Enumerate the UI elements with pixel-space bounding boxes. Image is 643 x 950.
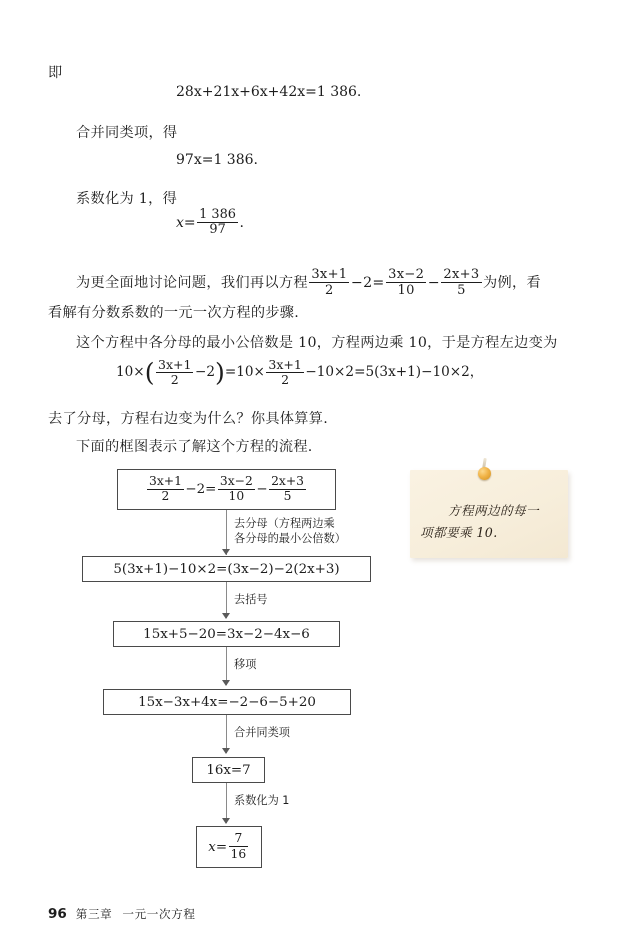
- line-normalize-coefficient: 系数化为 1，得: [76, 191, 178, 207]
- page-number: 96: [48, 906, 67, 922]
- pushpin-icon: [478, 462, 492, 479]
- fraction-numerator: 3x+1: [158, 356, 192, 372]
- fraction-denominator: 10: [228, 489, 245, 503]
- line-combine-like-terms: 合并同类项，得: [76, 125, 178, 141]
- fraction-2x3-5: [269, 475, 306, 504]
- flowchart-arrow-4-head: [222, 748, 230, 754]
- fraction-denominator: 2: [161, 489, 170, 503]
- fraction-numerator: 2x+3: [271, 473, 304, 488]
- fraction-3x-2-10: [218, 475, 255, 504]
- flowchart-arrow-3-line: [226, 647, 227, 685]
- box1-mid: −2=: [185, 482, 217, 497]
- flowchart-arrow-2-head: [222, 613, 230, 619]
- flowchart-box-final-solution: [196, 826, 262, 868]
- flowchart-label-combine-like-terms: 合并同类项: [234, 726, 290, 739]
- fraction-1386-97: [197, 208, 238, 238]
- flowchart-box-original-equation: [117, 469, 336, 510]
- flowchart-box-parentheses-removed: 15x+5−20=3x−2−4x−6: [113, 621, 340, 647]
- flowchart-box-combined: 16x=7: [192, 757, 265, 783]
- paragraph-intro-text-a: 为更全面地讨论问题，我们再以方程: [76, 275, 308, 292]
- fraction-denominator: 5: [283, 489, 292, 503]
- paragraph-question: 去了分母，方程右边变为什么？你具体算算.: [48, 411, 329, 427]
- equation-solution: [176, 208, 244, 238]
- fraction-numerator: 3x+1: [311, 266, 348, 282]
- flowchart-arrow-5-head: [222, 818, 230, 824]
- eq4-part1: 10×: [116, 364, 145, 381]
- flowchart-label-remove-denominator: [234, 516, 352, 546]
- equation-solution-tail: .: [239, 214, 244, 231]
- eq4-part3: =10×: [224, 364, 265, 381]
- paragraph-flowchart-intro: 下面的框图表示了解这个方程的流程.: [76, 439, 313, 455]
- chapter-title: 一元一次方程: [122, 907, 196, 921]
- fraction-numerator: 3x−2: [219, 473, 253, 488]
- fraction-numerator: 3x+1: [268, 356, 302, 372]
- paragraph-intro-line2: 看解有分数系数的一元一次方程的步骤.: [48, 305, 300, 321]
- sticky-note-line1: 方程两边的每一: [448, 503, 539, 518]
- eq4-part4: −10×2=5(3x+1)−10×2，: [305, 364, 484, 381]
- fraction-denominator: 2: [325, 282, 334, 298]
- fraction-3x1-2: [147, 475, 184, 504]
- fraction-3x1-2-b: [266, 358, 303, 387]
- paragraph-intro-text-c: −: [427, 275, 440, 292]
- fraction-denominator: 10: [397, 282, 415, 298]
- fraction-denominator: 16: [230, 846, 247, 861]
- flowchart-label-normalize-coefficient: 系数化为 1: [234, 794, 290, 807]
- box1-minus: −: [256, 482, 268, 497]
- paragraph-intro-text-d: 为例，看: [483, 275, 541, 292]
- label1-line2: 各分母的最小公倍数）: [234, 532, 346, 545]
- fraction-numerator: 1 386: [199, 206, 236, 222]
- sticky-note-line2: 项都要乘 10.: [420, 525, 498, 540]
- eq4-part2: −2: [194, 364, 216, 381]
- chapter-number: 第三章: [75, 907, 113, 921]
- equation-multiply-left-side: 10×( $\frac{3x+1}{2}$ −2)=10× $\frac{3x+1}{2}$ −10×2=5(3x+1)−10×2，: [116, 356, 484, 388]
- flowchart-label-remove-parentheses: 去括号: [234, 593, 268, 606]
- flowchart-arrow-3-head: [222, 680, 230, 686]
- paragraph-intro-text-b: −2=: [350, 275, 385, 292]
- paragraph-lcm: 这个方程中各分母的最小公倍数是 10，方程两边乘 10，于是方程左边变为: [76, 335, 558, 351]
- sticky-note: [410, 470, 568, 558]
- label1-line1: 去分母（方程两边乘: [234, 517, 335, 530]
- inline-fraction-3x1-2: [309, 268, 349, 298]
- flowchart-arrow-2-line: [226, 582, 227, 618]
- fraction-numerator: 7: [229, 832, 249, 847]
- fraction-denominator: 5: [457, 282, 466, 298]
- flowchart-label-transpose: 移项: [234, 658, 257, 671]
- fraction-3x1-2-a: [156, 358, 193, 387]
- chapter-label: [76, 906, 196, 922]
- pushpin-head: [478, 467, 491, 480]
- flowchart-box-transposed: 15x−3x+4x=−2−6−5+20: [103, 689, 351, 715]
- flowchart-box-denominators-cleared: 5(3x+1)−10×2=(3x−2)−2(2x+3): [82, 556, 371, 582]
- flowchart-arrow-4-line: [226, 715, 227, 753]
- flowchart-arrow-5-line: [226, 783, 227, 823]
- fraction-numerator: 3x+1: [148, 473, 182, 488]
- fraction-denominator: 97: [209, 222, 226, 238]
- inline-fraction-3x-2-10: [386, 268, 426, 298]
- line-ji: 即: [48, 65, 63, 81]
- fraction-numerator: 3x−2: [388, 266, 425, 282]
- box6-lead: x=: [208, 839, 228, 855]
- flowchart-arrow-1-line: [226, 510, 227, 555]
- fraction-denominator: 2: [281, 372, 290, 388]
- equation-solution-lead: x=: [176, 214, 196, 231]
- equation-expanded: 28x+21x+6x+42x=1 386.: [176, 84, 362, 100]
- fraction-7-16: [229, 832, 249, 861]
- flowchart-arrow-1-head: [222, 549, 230, 555]
- page-footer: [48, 906, 196, 922]
- fraction-numerator: 2x+3: [443, 266, 480, 282]
- equation-combined: 97x=1 386.: [176, 152, 258, 168]
- sticky-note-text: [420, 500, 560, 544]
- fraction-denominator: 2: [170, 372, 179, 388]
- inline-fraction-2x3-5: [441, 268, 481, 298]
- paragraph-intro-line1: [76, 268, 541, 298]
